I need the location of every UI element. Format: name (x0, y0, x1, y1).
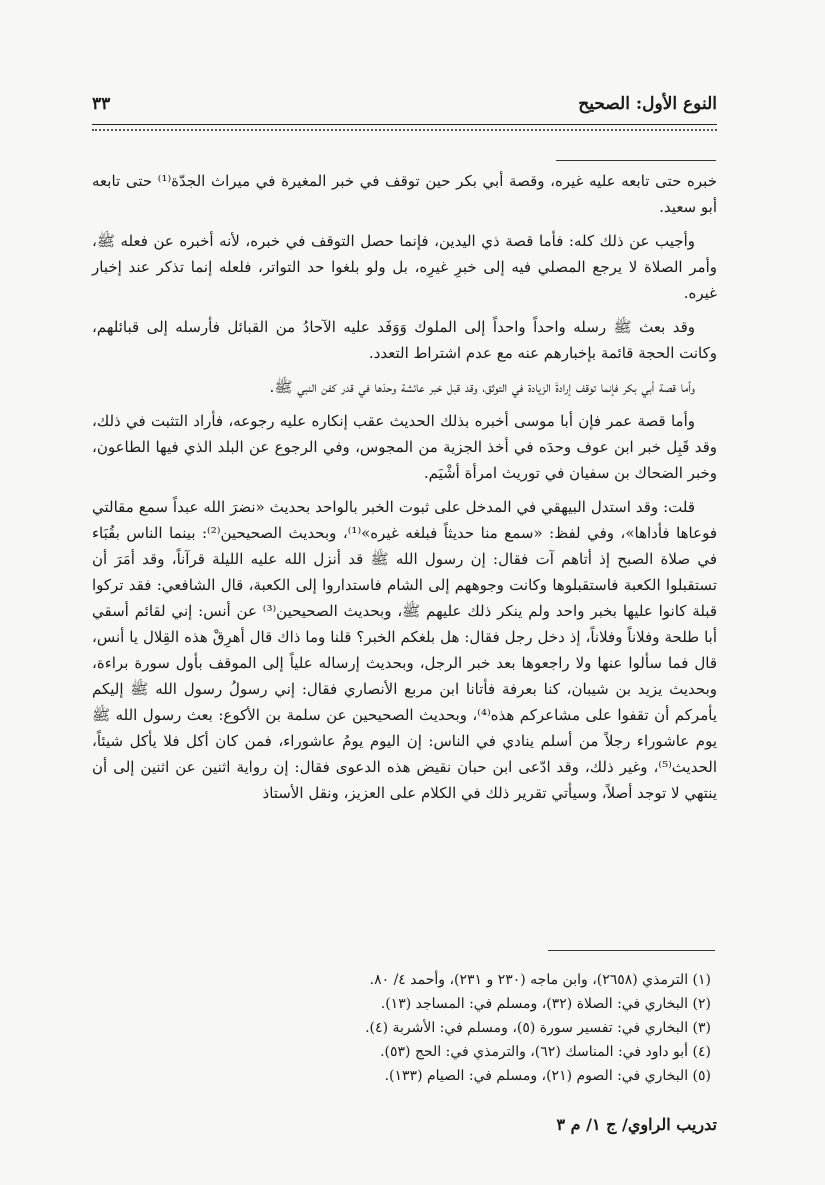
paragraph: خبره حتى تابعه عليه غيره، وقصة أبي بكر حين توقف في خبر المغيرة في ميراث الجدّة⁽¹⁾ حتى تابعه أبو سعيد. (92, 172, 717, 216)
paragraph: وأما قصة عمر فإن أبا موسى أخبره بذلك الحديث عقب إنكاره عليه رجوعه، فأراد التثبت في ذلك، وقد قَبِل خبر ابن عوف وحدَه في أخذ الجزية من المجوس، وفي الرجوع عن البلد الذي فيها الطاعون، وخبر الضحاك بن سفيان في توريث امرأة أشْيَم. (92, 412, 717, 482)
footnote: (٤) أبو داود في: المناسك (٦٢)، والترمذي في: الحج (٥٣). (380, 1044, 711, 1060)
paragraph: وقد بعث ﷺ رسله واحداً واحداً إلى الملوك وَوَفَد عليه الآحادُ من القبائل فأرسله إلى قبائلهم، وكانت الحجة قائمة بإخبارهم عنه مع عدم اشتراط التعدد. (92, 318, 717, 362)
footnote-rule (548, 950, 715, 951)
header-rule (92, 124, 717, 125)
dotted-separator (92, 129, 717, 131)
paragraph: قلت: وقد استدل البيهقي في المدخل على ثبوت الخبر بالواحد بحديث «نضرَ الله عبداً سمع مقالتي فوعاها فأداها»، وفي لفظ: «سمع منا حديثاً فبلغه غيره»⁽¹⁾، وبحديث الصحيحين⁽²⁾: بينما الناس بقُبَاء في صلاة الصبح إذ أتاهم آت فقال: إن رسول الله ﷺ قد أنزل الله عليه الليلة قرآناً، وقد أمَرَ أن تستقبلوا الكعبة فاستقبلوها وكانت وجوههم إلى الشام فاستداروا إلى الكعبة، قال الشافعي: فقد تركوا قبلة كانوا عليها بخبر واحد ولم ينكر ذلك عليهم ﷺ، وبحديث الصحيحين⁽³⁾ عن أنس: إني لقائم أسقي أبا طلحة وفلاناً وفلاناً، إذ دخل رجل فقال: هل بلغكم الخبر؟ قلنا وما ذاك قال أهرِقْ هذه القِلال يا أنس، قال فما سألوا عنها ولا راجعوها بعد خبر الرجل، وبحديث إرساله علياً إلى الموقف بأول سورة براءة، وبحديث يزيد بن شيبان، كنا بعرفة فأتانا ابن مربع الأنصاري فقال: إني رسولُ رسول الله ﷺ إليكم يأمركم أن تقفوا على مشاعركم هذه⁽⁴⁾، وبحديث الصحيحين عن سلمة بن الأكوع: بعث رسول الله ﷺ يوم عاشوراء رجلاً من أسلم ينادي في الناس: إن اليوم يومُ عاشوراء، فمن كان أكل فلا يأكل شيئاً، الحديث⁽⁵⁾، وغير ذلك، وقد ادّعى ابن حبان نقيض هذه الدعوى فقال: إن رواية اثنين عن اثنين إلى أن ينتهي لا توجد أصلاً، وسيأتي تقرير ذلك في الكلام على العزيز، ونقل الأستاذ (92, 498, 717, 802)
paragraph: وأما قصة أبي بكر فإنما توقف إرادةَ الزيادة في التوثق، وقد قبل خبر عائشة وحدَها في قدر كفن النبي ﷺ. (269, 378, 695, 396)
continuation-rule (556, 160, 716, 161)
footnote: (٢) البخاري في: الصلاة (٣٢)، ومسلم في: المساجد (١٣). (380, 996, 711, 1012)
chapter-title: النوع الأول: الصحيح (578, 94, 717, 114)
signature-mark: تدريب الراوي/ ج ١/ م ٣ (556, 1115, 717, 1134)
running-header (92, 88, 717, 120)
footnotes (92, 968, 717, 1088)
footnote: (٥) البخاري في: الصوم (٢١)، ومسلم في: الصيام (١٣٣). (384, 1068, 711, 1084)
paragraph: وأجيب عن ذلك كله: فأما قصة ذي اليدين، فإنما حصل التوقف في خبره، لأنه أخبره عن فعله ﷺ، وأمر الصلاة لا يرجع المصلي فيه إلى خبرِ غيرِه، بل ولو بلغوا حد التواتر، فلعله إنما تذكر عند إخبار غيره. (92, 232, 717, 302)
page-number: ٣٣ (92, 94, 111, 114)
footnote: (٣) البخاري في: تفسير سورة (٥)، ومسلم في: الأشربة (٤). (365, 1020, 711, 1036)
footnote: (١) الترمذي (٢٦٥٨)، وابن ماجه (٢٣٠ و ٢٣١)، وأحمد ٤/ ٨٠. (369, 972, 711, 988)
main-text (92, 168, 717, 814)
